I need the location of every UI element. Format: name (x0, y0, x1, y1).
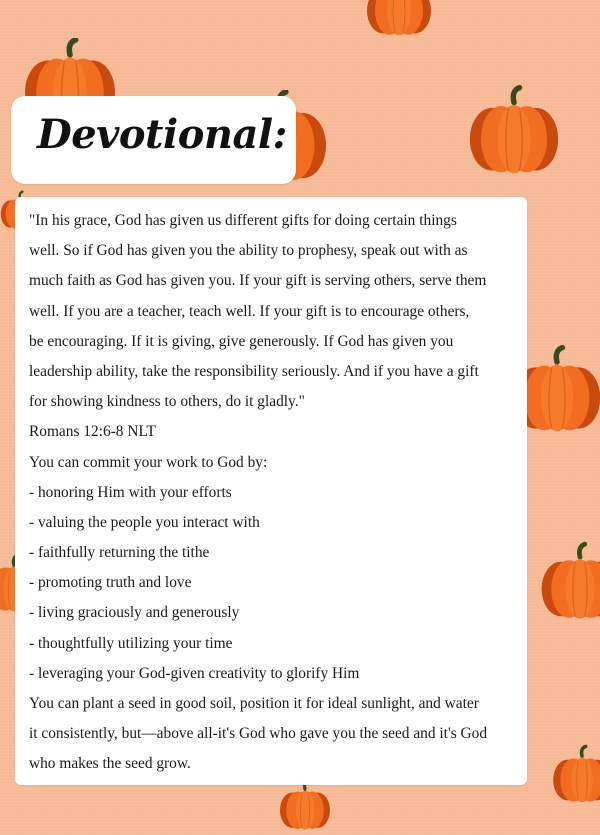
text-line: - faithfully returning the tithe (29, 544, 210, 562)
devotional-text-card (15, 197, 527, 785)
text-line: - living graciously and generously (29, 604, 240, 622)
text-line: leadership ability, take the responsibility seriously. And if you have a gift (29, 362, 479, 380)
text-line: well. So if God has given you the ability to prophesy, speak out with as (29, 242, 468, 260)
text-line: You can plant a seed in good soil, position it for ideal sunlight, and water (29, 695, 479, 712)
text-line: much faith as God has given you. If your gift is serving others, serve them (29, 272, 487, 290)
text-line: it consistently, but—above all-it's God who gave you the seed and it's God (29, 725, 488, 743)
pumpkin-icon (250, 780, 360, 830)
text-line: You can commit your work to God by: (29, 453, 268, 471)
text-line: who makes the seed grow. (29, 755, 191, 773)
text-line: - honoring Him with your efforts (29, 483, 232, 501)
text-line: - thoughtfully utilizing your time (29, 634, 233, 652)
title-card (11, 96, 296, 184)
pumpkin-icon (468, 84, 560, 176)
text-line: for showing kindness to others, do it gladly." (29, 393, 305, 411)
text-line: - leveraging your God-given creativity to glorify Him (29, 664, 360, 682)
text-line: be encouraging. If it is giving, give generously. If God has given you (29, 332, 454, 350)
devotional-text (29, 206, 521, 780)
pumpkin-icon (552, 744, 600, 804)
text-line: Romans 12:6-8 NLT (29, 423, 156, 441)
page-title: Devotional: (37, 111, 287, 158)
text-line: well. If you are a teacher, teach well. If your gift is to encourage others, (29, 302, 470, 320)
pumpkin-icon (540, 540, 600, 622)
pumpkin-icon (344, 0, 454, 36)
text-line: "In his grace, God has given us different gifts for doing certain things (29, 212, 457, 229)
text-line: - promoting truth and love (29, 574, 192, 592)
text-line: - valuing the people you interact with (29, 513, 260, 531)
